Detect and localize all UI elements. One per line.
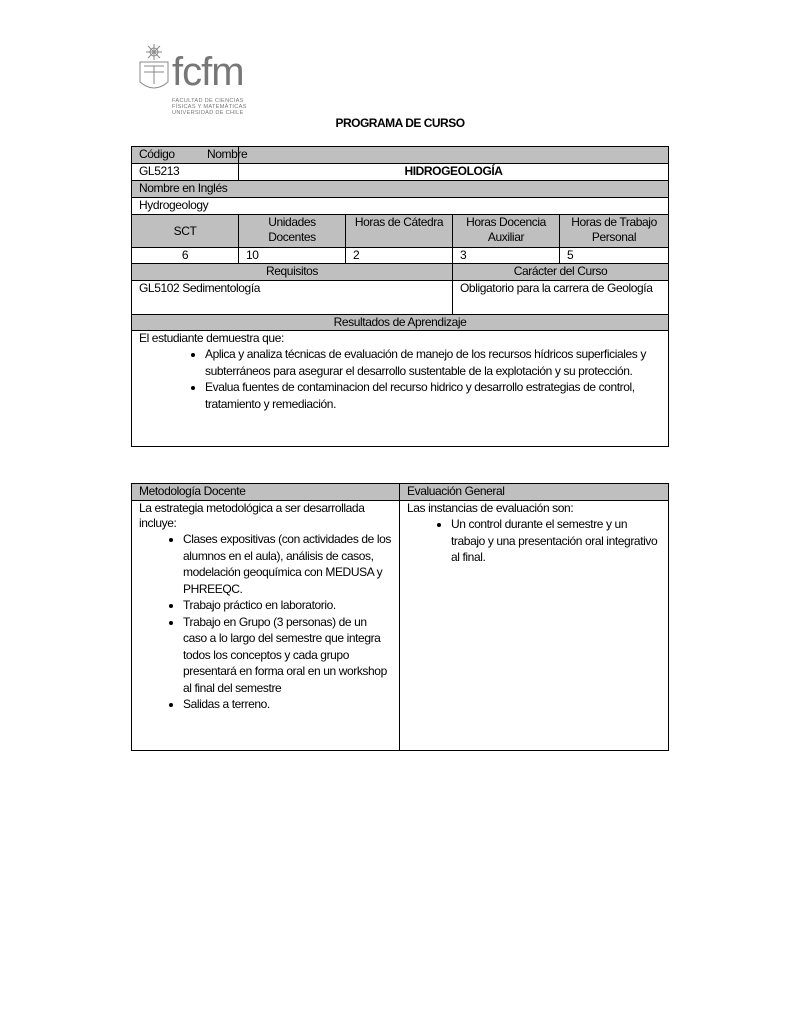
evaluacion-list xyxy=(407,516,661,566)
course-info-table xyxy=(131,146,669,447)
metodologia-list xyxy=(139,531,392,713)
fcfm-logo-text: fcfm xyxy=(172,50,244,94)
english-name: Hydrogeology xyxy=(132,198,669,215)
page-title: PROGRAMA DE CURSO xyxy=(335,116,465,130)
caracter-value: Obligatorio para la carrera de Geología xyxy=(453,281,669,315)
metodologia-content xyxy=(132,501,400,751)
unidades-value: 10 xyxy=(239,248,346,264)
faculty-name: FACULTAD DE CIENCIAS FÍSICAS Y MATEMÁTICAS UNIVERSIDAD DE CHILE xyxy=(172,98,247,116)
requisitos-value: GL5102 Sedimentología xyxy=(132,281,453,315)
list-item: • Salidas a terreno. xyxy=(183,696,392,713)
list-item: • Un control durante el semestre y un trabajo y una presentación oral integrativo al final. xyxy=(451,516,661,566)
sct-value: 6 xyxy=(132,248,239,264)
horas-catedra-header: Horas de Cátedra xyxy=(346,215,453,248)
evaluacion-intro: Las instancias de evaluación son: xyxy=(407,501,574,515)
horas-auxiliar-value: 3 xyxy=(453,248,560,264)
horas-personal-header: Horas de Trabajo Personal xyxy=(560,215,669,248)
list-item: • Trabajo práctico en laboratorio. xyxy=(183,597,392,614)
course-name: HIDROGEOLOGÍA xyxy=(239,164,669,181)
list-item: • Trabajo en Grupo (3 personas) de un caso a lo largo del semestre que integra todos los conceptos y cada grupo presentará en forma oral en un workshop al final del semestre xyxy=(183,614,392,697)
caracter-label: Carácter del Curso xyxy=(453,264,669,281)
codigo-label: Código xyxy=(132,147,239,164)
resultados-intro: El estudiante demuestra que: xyxy=(139,331,284,345)
horas-catedra-value: 2 xyxy=(346,248,453,264)
methods-table xyxy=(131,483,669,751)
list-item: • Clases expositivas (con actividades de los alumnos en el aula), análisis de casos, modelación geoquímica con MEDUSA y PHREEQC. xyxy=(183,531,392,597)
metodologia-intro: La estrategia metodológica a ser desarrollada incluye: xyxy=(139,501,365,530)
resultados-content xyxy=(132,331,669,447)
evaluacion-content xyxy=(400,501,669,751)
horas-personal-value: 5 xyxy=(560,248,669,264)
resultados-list xyxy=(139,346,661,412)
unidades-header: Unidades Docentes xyxy=(239,215,346,248)
horas-auxiliar-header: Horas Docencia Auxiliar xyxy=(453,215,560,248)
course-code: GL5213 xyxy=(132,164,239,181)
resultados-label: Resultados de Aprendizaje xyxy=(132,315,669,331)
english-name-label: Nombre en Inglés xyxy=(132,181,669,198)
requisitos-label: Requisitos xyxy=(132,264,453,281)
list-item: • Aplica y analiza técnicas de evaluación de manejo de los recursos hídricos superficiales y subterráneos para asegurar el desarrollo sustentable de la explotación y su protección. xyxy=(205,346,661,379)
metodologia-label: Metodología Docente xyxy=(132,484,400,501)
list-item: • Evalua fuentes de contaminacion del recurso hidrico y desarrollo estrategias de control, tratamiento y remediación. xyxy=(205,379,661,412)
nombre-label: Nombre xyxy=(239,147,669,164)
sct-header: SCT xyxy=(132,215,239,248)
evaluacion-label: Evaluación General xyxy=(400,484,669,501)
